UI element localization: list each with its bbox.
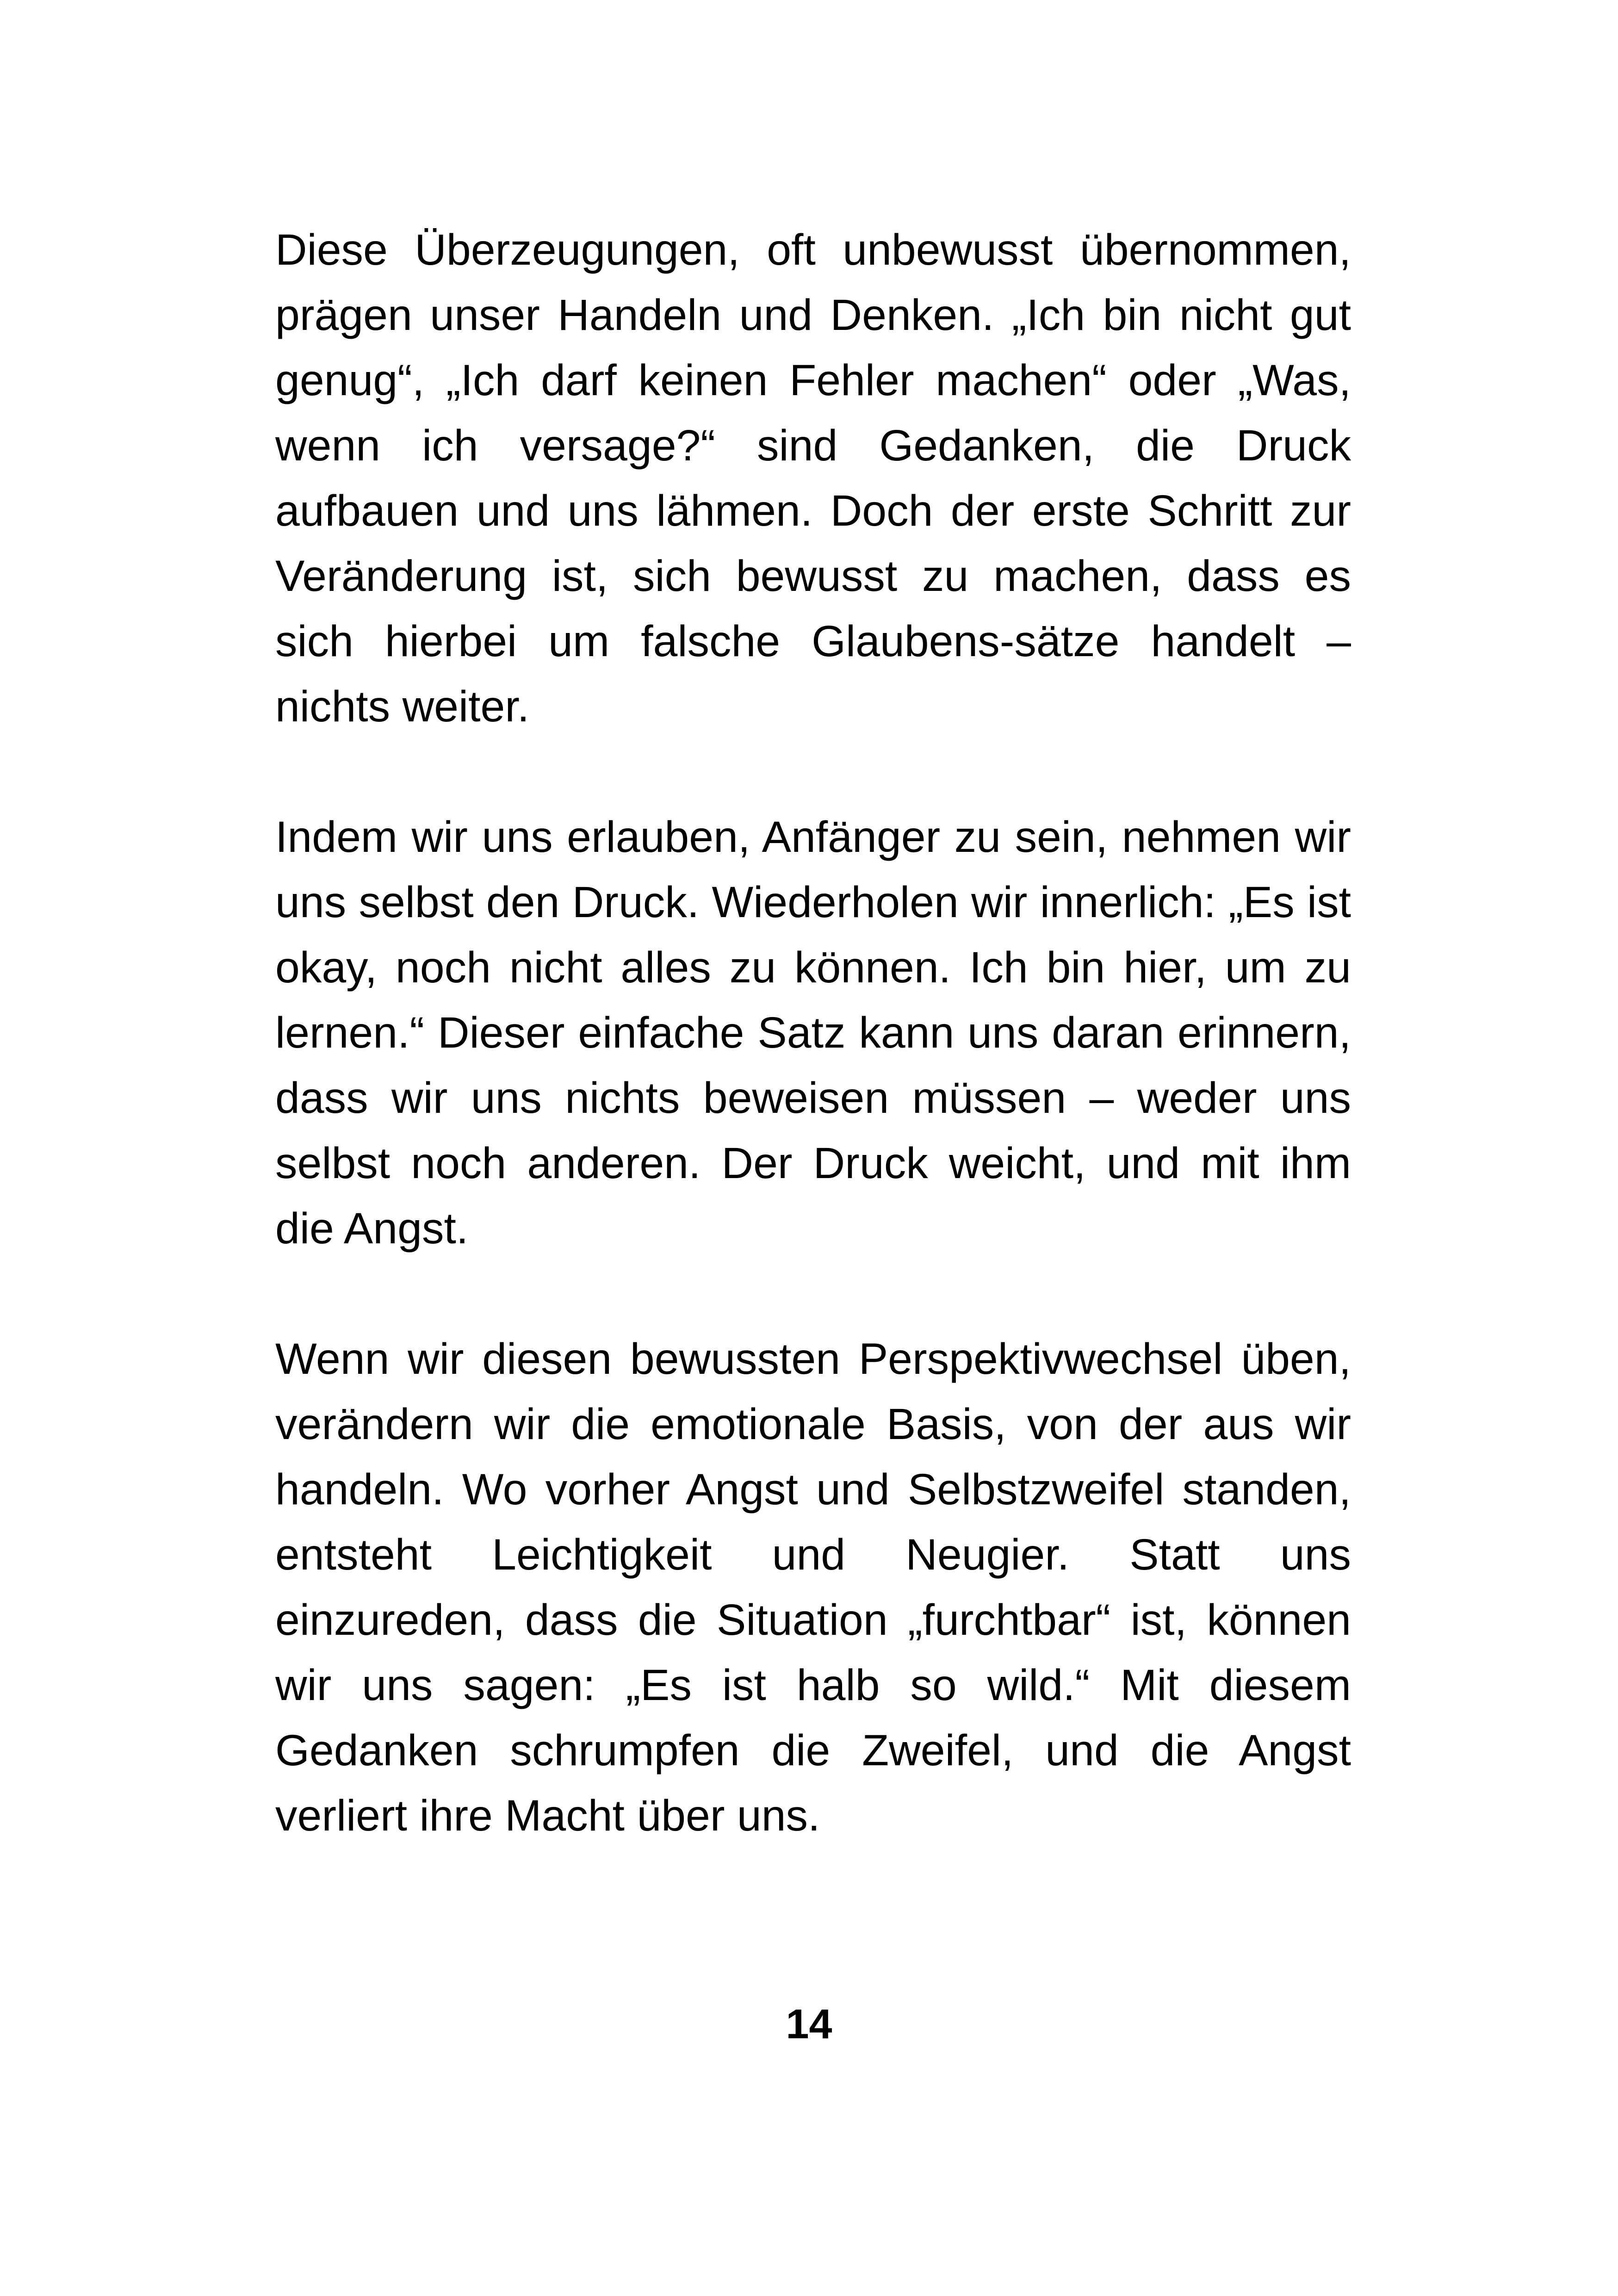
paragraph-2: Indem wir uns erlauben, Anfänger zu sein, nehmen wir uns selbst den Druck. Wiederholen wir innerlich: „Es ist okay, noch nicht alles zu können. Ich bin hier, um zu lernen.“ Dieser einfache Satz kann uns daran erinnern, dass wir uns nichts beweisen müssen – weder uns selbst noch anderen. Der Druck weicht, und mit ihm die Angst. [275, 813, 1351, 1253]
body-text [275, 217, 1351, 1849]
paragraph-3: Wenn wir diesen bewussten Perspektivwechsel üben, verändern wir die emotionale Basis, von der aus wir handeln. Wo vorher Angst und Selbstzweifel standen, entsteht Leichtigkeit und Neugier. Statt uns einzureden, dass die Situation „furchtbar“ ist, können wir uns sagen: „Es ist halb so wild.“ Mit diesem Gedanken schrumpfen die Zweifel, und die Angst verliert ihre Macht über uns. [275, 1334, 1351, 1840]
page-number: 14 [786, 2001, 832, 2048]
paragraph-1: Diese Überzeugungen, oft unbewusst übernommen, prägen unser Handeln und Denken. „Ich bin nicht gut genug“, „Ich darf keinen Fehler machen“ oder „Was, wenn ich versage?“ sind Gedanken, die Druck aufbauen und uns lähmen. Doch der erste Schritt zur Veränderung ist, sich bewusst zu machen, dass es sich hierbei um falsche Glaubens-sätze handelt – nichts weiter. [275, 225, 1351, 731]
